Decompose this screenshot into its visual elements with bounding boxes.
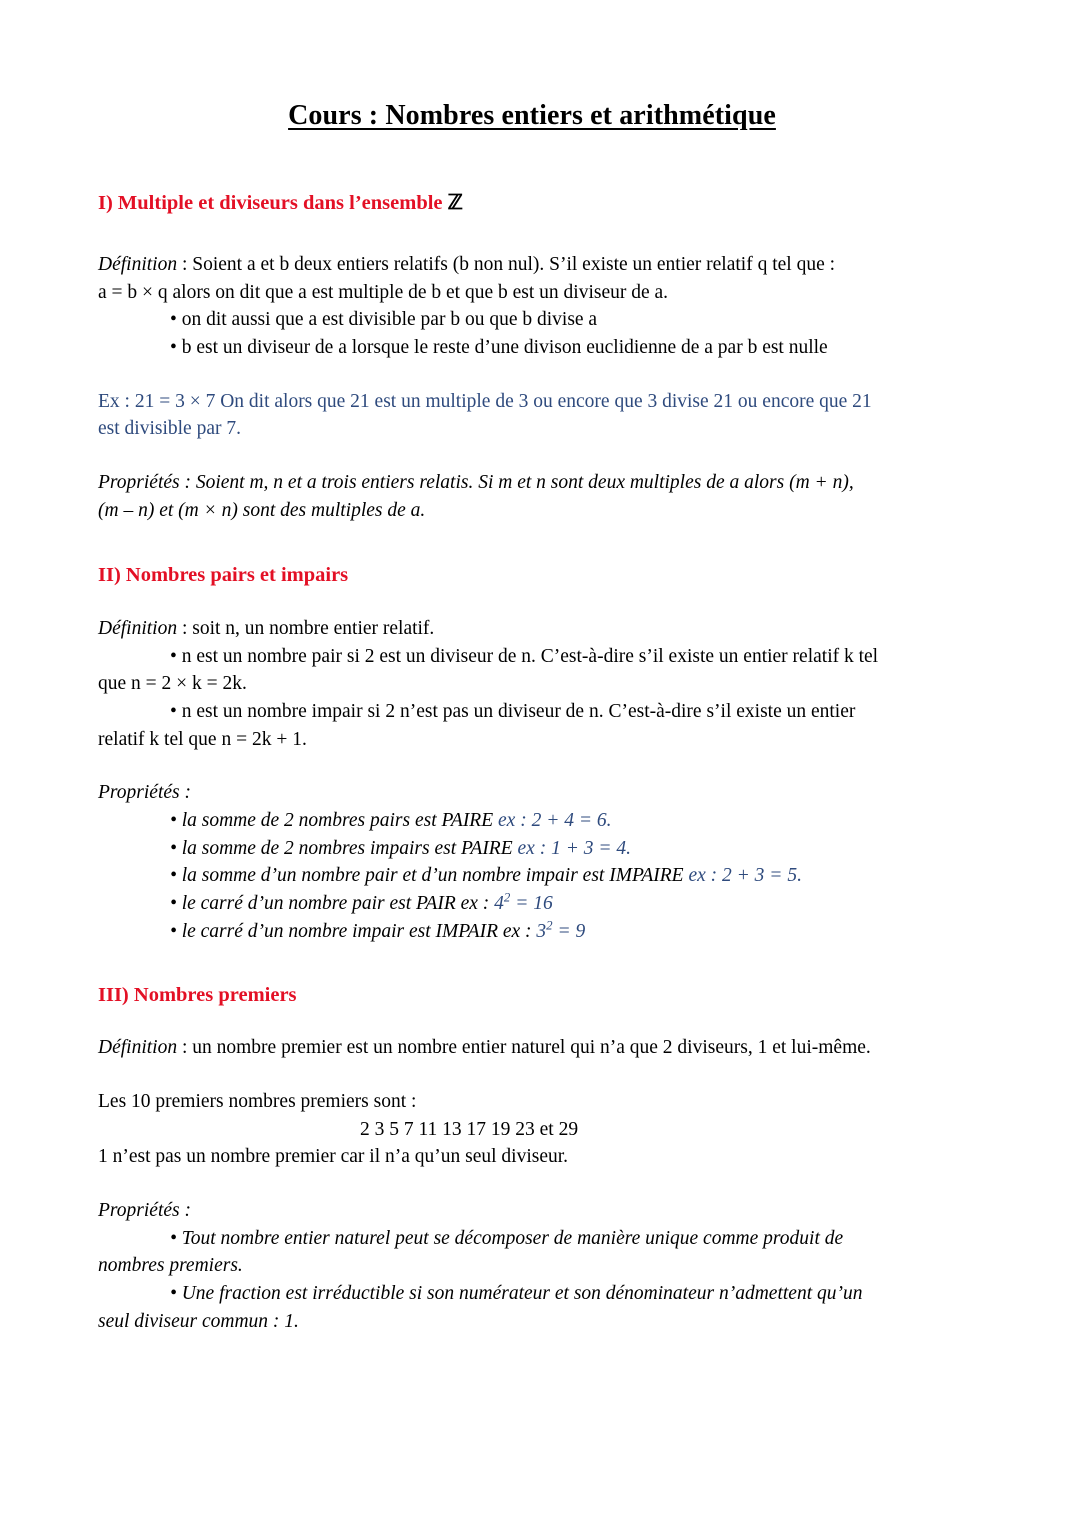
section-1-definition	[98, 251, 966, 279]
spacer	[98, 589, 966, 615]
section-3-property-bullet-1-line1: • Tout nombre entier naturel peut se décomposer de manière unique comme produit de	[170, 1227, 844, 1249]
section-3-property-bullet-2-line2: seul diviseur commun : 1.	[98, 1310, 299, 1332]
property-example-4-rest: = 16	[510, 893, 553, 915]
section-2-property-bullet-1	[98, 807, 966, 835]
property-example-4-exponent: 2	[503, 890, 511, 905]
spacer	[98, 1171, 966, 1197]
section-2-bullet-1-line1: • n est un nombre pair si 2 est un diviseur de n. C’est-à-dire s’il existe un entier relatif k tel	[170, 645, 879, 667]
definition-sep-1: :	[177, 253, 193, 275]
spacer	[98, 753, 966, 779]
property-example-5-base: 3	[536, 920, 547, 942]
property-example-5-rest: = 9	[552, 920, 586, 942]
section-3-property-bullet-2-line1: • Une fraction est irréductible si son numérateur et son dénominateur n’admettent qu’un	[170, 1282, 863, 1304]
section-1-properties-line2: (m – n) et (m × n) sont des multiples de a.	[98, 499, 426, 521]
section-2-bullet-1-line2: que n = 2 × k = 2k.	[98, 673, 247, 695]
section-heading-1-text: I) Multiple et diviseurs dans l’ensemble	[98, 192, 448, 215]
integers-set-symbol-icon: ℤ	[447, 192, 463, 215]
section-heading-3: III) Nombres premiers	[98, 983, 297, 1006]
property-example-4	[494, 890, 553, 915]
property-example-2: ex : 1 + 3 = 4.	[517, 837, 632, 859]
property-text-3: • la somme d’un nombre pair et d’un nombre impair est IMPAIRE	[170, 865, 689, 887]
definition-line1-3: un nombre premier est un nombre entier naturel qui n’a que 2 diviseurs, 1 et lui-même.	[192, 1037, 871, 1059]
section-3-intro-line: Les 10 premiers nombres premiers sont :	[98, 1090, 417, 1112]
section-3-primes-list: 2 3 5 7 11 13 17 19 23 et 29	[360, 1118, 579, 1140]
section-2-property-bullet-5	[98, 918, 966, 946]
section-3-properties-label: Propriétés :	[98, 1199, 191, 1221]
section-2-bullet-2-line1: • n est un nombre impair si 2 n’est pas un diviseur de n. C’est-à-dire s’il existe un entier	[170, 701, 856, 723]
spacer	[98, 362, 966, 388]
section-3-note-line: 1 n’est pas un nombre premier car il n’a qu’un seul diviseur.	[98, 1146, 569, 1168]
section-1-example-line2: est divisible par 7.	[98, 418, 241, 440]
section-3-property-bullet-1-line2: nombres premiers.	[98, 1255, 243, 1277]
property-example-1: ex : 2 + 4 = 6.	[498, 810, 612, 832]
definition-label-3: Définition	[98, 1037, 178, 1059]
section-2-properties-label: Propriétés :	[98, 782, 191, 804]
definition-sep-2: :	[177, 617, 193, 639]
property-example-5-exponent: 2	[546, 918, 553, 933]
section-3-definition	[98, 1034, 966, 1062]
definition-line1-2: soit n, un nombre entier relatif.	[192, 617, 435, 639]
property-text-1: • la somme de 2 nombres pairs est PAIRE	[170, 810, 499, 832]
property-text-4: • le carré d’un nombre pair est PAIR ex :	[170, 893, 495, 915]
section-1-bullet-1: • on dit aussi que a est divisible par b ou que b divise a	[170, 309, 598, 331]
section-2-property-bullet-3	[98, 862, 966, 890]
spacer	[98, 217, 966, 251]
document-content	[98, 0, 966, 1335]
definition-label-2: Définition	[98, 617, 178, 639]
spacer	[98, 443, 966, 469]
spacer	[98, 1008, 966, 1034]
section-heading-2: II) Nombres pairs et impairs	[98, 564, 349, 587]
section-2-bullet-2-line2: relatif k tel que n = 2k + 1.	[98, 728, 307, 750]
section-1-example-line1: Ex : 21 = 3 × 7 On dit alors que 21 est un multiple de 3 ou encore que 3 divise 21 ou encore que 21	[98, 390, 872, 412]
definition-sep-3: :	[177, 1037, 193, 1059]
section-2-property-bullet-4	[98, 890, 966, 918]
spacer	[98, 1062, 966, 1088]
property-example-3: ex : 2 + 3 = 5.	[688, 865, 802, 887]
page-title-text: Cours : Nombres entiers et arithmétique	[288, 100, 776, 131]
property-example-5	[536, 918, 586, 942]
property-text-2: • la somme de 2 nombres impairs est PAIRE	[170, 837, 518, 859]
definition-line1-1: Soient a et b deux entiers relatifs (b non nul). S’il existe un entier relatif q tel que :	[192, 253, 836, 275]
section-2-property-bullet-2	[98, 835, 966, 863]
property-example-4-base: 4	[494, 893, 504, 915]
definition-label-1: Définition	[98, 253, 178, 275]
section-2-definition	[98, 615, 966, 643]
section-1-properties-line1: Propriétés : Soient m, n et a trois entiers relatis. Si m et n sont deux multiples de a alors (m + n),	[98, 471, 854, 493]
section-1-definition-line2: a = b × q alors on dit que a est multiple de b et que b est un diviseur de a.	[98, 281, 669, 303]
section-heading-1	[98, 132, 966, 217]
property-text-5: • le carré d’un nombre impair est IMPAIR ex :	[170, 920, 537, 942]
page-title	[98, 0, 966, 132]
section-1-bullet-2: • b est un diviseur de a lorsque le reste d’une divison euclidienne de a par b est nulle	[170, 336, 828, 358]
